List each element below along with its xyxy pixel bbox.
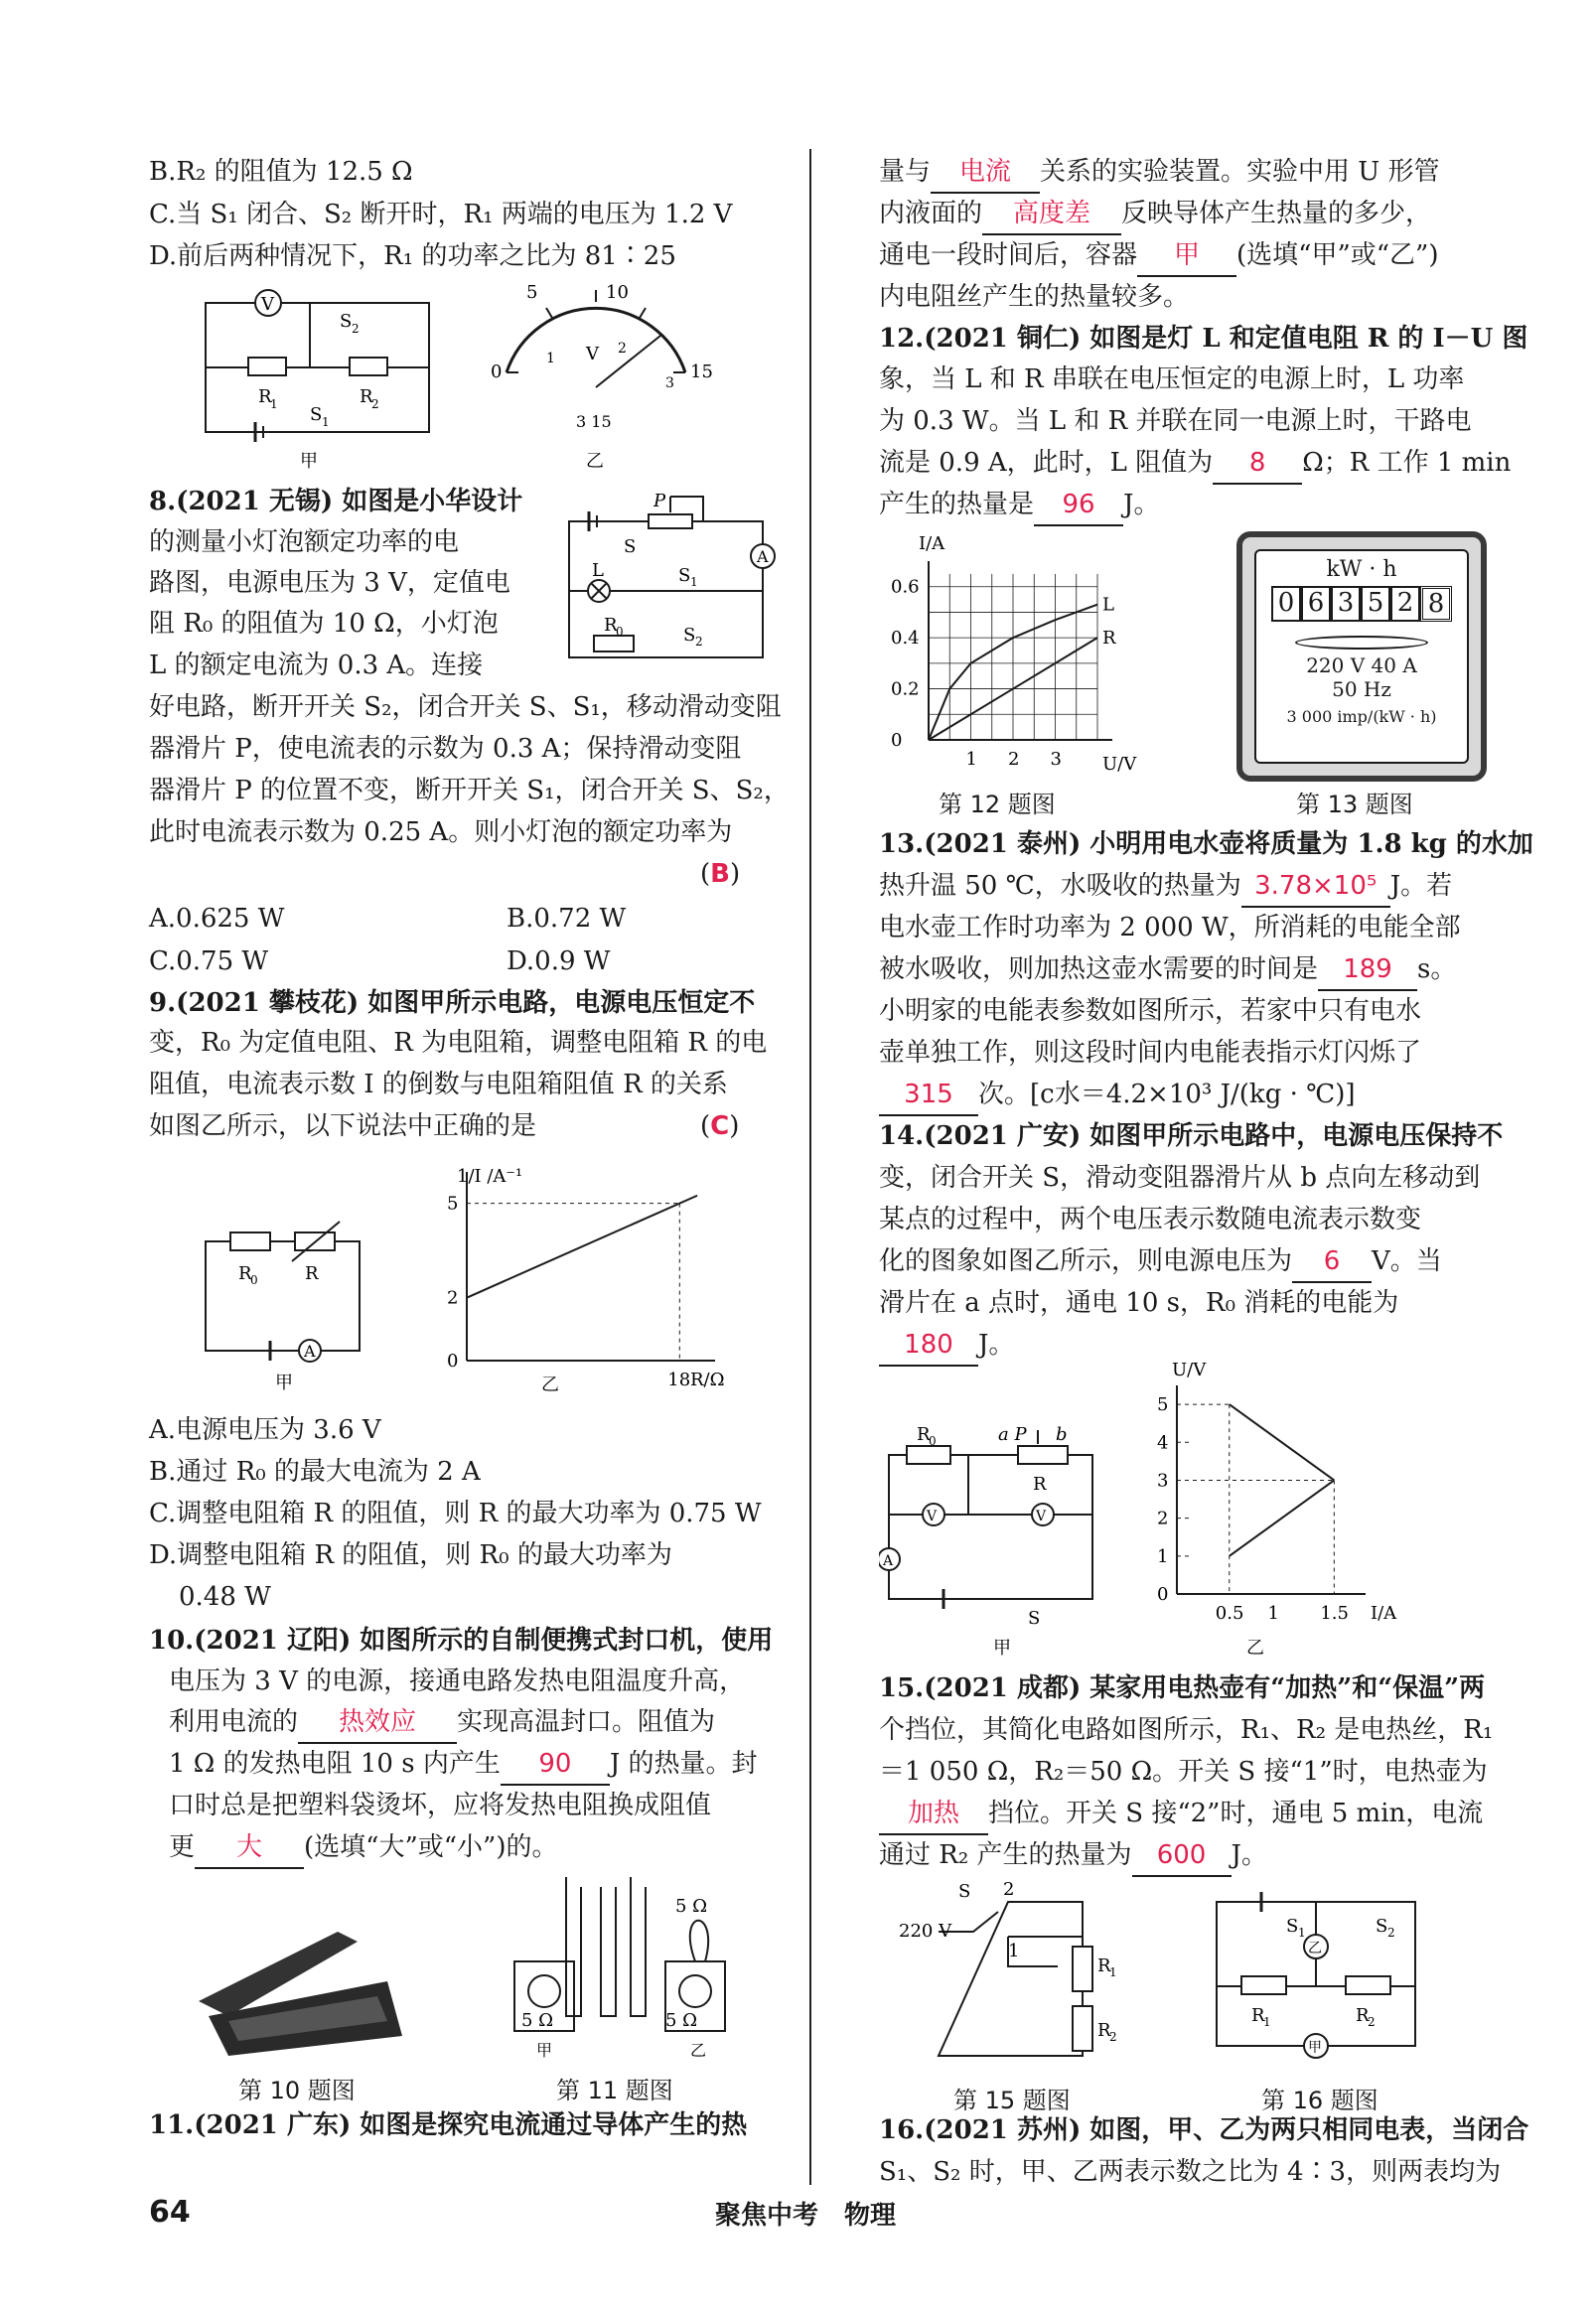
- q13-line-7: 315 次。[c水＝4.2×10³ J/(kg · ℃)]: [879, 1075, 1356, 1116]
- svg-text:S: S: [1286, 1916, 1299, 1937]
- svg-text:1: 1: [1298, 1926, 1306, 1940]
- q9-series-line: [467, 1196, 697, 1298]
- q14-y-tick: 4: [1157, 1432, 1169, 1454]
- svg-text:S: S: [1376, 1916, 1388, 1937]
- q8-line-4: 阻 R₀ 的阻值为 10 Ω，小灯泡: [149, 609, 499, 639]
- meter-small-tick-2: 2: [618, 341, 627, 357]
- q14-line-5: 滑片在 a 点时，通电 10 s，R₀ 消耗的电能为: [879, 1288, 1399, 1318]
- q8-option-d: D.0.9 W: [507, 946, 611, 976]
- page-number: 64: [149, 2195, 191, 2230]
- meter-digit: 6: [1301, 586, 1331, 622]
- svg-text:R: R: [1033, 1474, 1047, 1495]
- q14-line-2: 变，闭合开关 S，滑动变阻器滑片从 b 点向左移动到: [879, 1163, 1481, 1193]
- q10-line-4: 1 Ω 的发热电阻 10 s 内产生 90 J 的热量。封: [169, 1744, 758, 1786]
- q12-x-tick: 1: [965, 749, 977, 770]
- meter-digits: [1256, 586, 1467, 622]
- q16-circuit-diagram: [1207, 1877, 1435, 2076]
- svg-text:R: R: [360, 386, 373, 407]
- q8-line-8: 器滑片 P 的位置不变，断开开关 S₁，闭合开关 S、S₂，: [149, 776, 790, 805]
- q14-uv-graph: [1127, 1356, 1425, 1664]
- q14-y-tick: 1: [1157, 1545, 1169, 1567]
- svg-text:R: R: [238, 1263, 252, 1284]
- q12-line-2: 象，当 L 和 R 串联在电压恒定的电源上时，L 功率: [879, 364, 1465, 394]
- q16-line-2: S₁、S₂ 时，甲、乙两表示数之比为 4∶3，则两表均为: [879, 2157, 1502, 2187]
- q11-yi: 乙: [690, 2041, 707, 2060]
- meter-spec-3: 3 000 imp/(kW · h): [1286, 707, 1437, 726]
- svg-text:a P: a P: [998, 1424, 1027, 1445]
- meter-symbol: V: [586, 344, 599, 364]
- q12-line-3: 为 0.3 W。当 L 和 R 并联在同一电源上时，干路电: [879, 406, 1472, 436]
- svg-text:L: L: [592, 560, 604, 581]
- q12-line-1: 12.(2021 铜仁) 如图是灯 L 和定值电阻 R 的 I－U 图: [879, 324, 1528, 354]
- q14-x-tick: 1: [1267, 1603, 1280, 1624]
- q11-res-left: 5 Ω: [521, 2010, 554, 2031]
- q10-line-3: 利用电流的 热效应 实现高温封口。阻值为: [169, 1702, 715, 1744]
- q9-graph: [417, 1142, 755, 1400]
- svg-text:R: R: [258, 386, 272, 407]
- q15-circuit-diagram: [899, 1877, 1127, 2076]
- q14-line-1: 14.(2021 广安) 如图甲所示电路中，电源电压保持不: [879, 1121, 1504, 1151]
- q11-apparatus-diagram: [507, 1867, 765, 2066]
- q12-x-tick: 3: [1050, 749, 1062, 770]
- svg-text:1: 1: [1008, 1941, 1020, 1961]
- svg-text:S: S: [958, 1881, 971, 1902]
- q12-y-tick: 0: [891, 730, 903, 751]
- svg-text:R: R: [1356, 2005, 1370, 2026]
- q9-y-tick-2: 2: [447, 1287, 459, 1309]
- q14-line-4: 化的图象如图乙所示，则电源电压为 6 V。当: [879, 1241, 1442, 1283]
- meter-tick-5: 5: [526, 282, 538, 303]
- q9-line-1: 9.(2021 攀枝花) 如图甲所示电路，电源电压恒定不: [149, 988, 756, 1018]
- svg-text:R: R: [1097, 2020, 1111, 2041]
- q7-fig-label-left: 甲: [300, 451, 318, 472]
- q12-y-tick: 0.4: [891, 628, 920, 650]
- q10-caption: 第 10 题图: [238, 2077, 356, 2104]
- svg-text:V: V: [261, 294, 274, 315]
- q14-fig-label-left: 甲: [993, 1638, 1011, 1659]
- q15-line-3: ＝1 050 Ω，R₂＝50 Ω。开关 S 接“1”时，电热壶为: [879, 1757, 1488, 1787]
- q9-y-tick-5: 5: [447, 1193, 459, 1215]
- q8-answer: (B): [700, 859, 741, 889]
- q14-series-v1: [1230, 1480, 1335, 1555]
- q9-y-label: 1/I /A⁻¹: [457, 1166, 523, 1187]
- q15-line-2: 个挡位，其简化电路如图所示，R₁、R₂ 是电热丝，R₁: [879, 1715, 1494, 1745]
- q12-y-label: I/A: [919, 533, 945, 554]
- svg-text:2: 2: [1387, 1926, 1395, 1940]
- svg-text:R: R: [305, 1263, 319, 1284]
- svg-text:b: b: [1056, 1424, 1068, 1445]
- q14-x-tick: 0.5: [1215, 1603, 1244, 1624]
- meter-digit: 5: [1361, 586, 1390, 622]
- q14-x-tick: 1.5: [1320, 1603, 1349, 1624]
- svg-text:0: 0: [929, 1434, 937, 1448]
- q13-line-5: 小明家的电能表参数如图所示，若家中只有电水: [879, 996, 1422, 1026]
- q12-curve-l-label: L: [1102, 594, 1114, 616]
- svg-text:2: 2: [695, 635, 703, 649]
- q10-line-2: 电压为 3 V 的电源，接通电路发热电阻温度升高，: [169, 1666, 746, 1696]
- q12-line-4: 流是 0.9 A，此时，L 阻值为 8 Ω；R 工作 1 min: [879, 443, 1511, 485]
- q13-energy-meter: [1236, 531, 1487, 782]
- svg-text:1: 1: [270, 397, 278, 411]
- q14-y-tick: 5: [1157, 1394, 1169, 1416]
- q9-option-a: A.电源电压为 3.6 V: [149, 1415, 381, 1445]
- svg-text:1: 1: [690, 575, 698, 589]
- q14-line-3: 某点的过程中，两个电压表示数随电流表示数变: [879, 1205, 1422, 1234]
- q13-line-6: 壶单独工作，则这段时间内电能表指示灯闪烁了: [879, 1038, 1422, 1068]
- svg-text:甲: 甲: [1308, 2040, 1322, 2056]
- svg-text:S: S: [340, 311, 353, 332]
- q7-option-c: C.当 S₁ 闭合、S₂ 断开时，R₁ 两端的电压为 1.2 V: [149, 200, 733, 229]
- svg-text:A: A: [883, 1553, 894, 1569]
- meter-tick-10: 10: [606, 282, 629, 303]
- svg-text:V: V: [927, 1509, 938, 1524]
- q8-option-b: B.0.72 W: [507, 904, 627, 934]
- q10-line-1: 10.(2021 辽阳) 如图所示的自制便携式封口机，使用: [149, 1626, 774, 1656]
- q12-caption: 第 12 题图: [939, 791, 1056, 818]
- svg-text:0: 0: [250, 1273, 258, 1287]
- meter-digit: 0: [1271, 586, 1301, 622]
- q11-line-1: 11.(2021 广东) 如图是探究电流通过导体产生的热: [149, 2110, 748, 2140]
- q9-x-tick-18: 18: [667, 1370, 691, 1390]
- svg-text:2: 2: [371, 397, 379, 411]
- q9-line-2: 变，R₀ 为定值电阻、R 为电阻箱，调整电阻箱 R 的电: [149, 1028, 768, 1058]
- q12-x-tick: 2: [1008, 749, 1020, 770]
- q13-caption: 第 13 题图: [1296, 791, 1413, 818]
- q9-fig-label-right: 乙: [541, 1375, 559, 1395]
- q16-caption: 第 16 题图: [1261, 2087, 1378, 2114]
- q14-y-label: U/V: [1172, 1360, 1207, 1380]
- q11-res-right: 5 Ω: [665, 2010, 698, 2031]
- svg-text:1: 1: [322, 415, 330, 429]
- q8-circuit-diagram: [554, 487, 783, 670]
- meter-digit: 2: [1390, 586, 1420, 622]
- meter-disc: [1295, 636, 1428, 650]
- q12-line-5: 产生的热量是 96 J。: [879, 485, 1159, 526]
- q12-line-r-label: R: [1102, 628, 1116, 650]
- meter-terminals: 3 15: [576, 412, 612, 431]
- meter-digit: 8: [1420, 586, 1452, 622]
- meter-tick-15: 15: [690, 362, 713, 382]
- q13-line-3: 电水壶工作时功率为 2 000 W，所消耗的电能全部: [879, 913, 1461, 942]
- q9-line-4: 如图乙所示，以下说法中正确的是: [149, 1111, 537, 1141]
- q9-option-d: D.调整电阻箱 R 的阻值，则 R₀ 的最大功率为: [149, 1540, 672, 1570]
- q9-option-c: C.调整电阻箱 R 的阻值，则 R 的最大功率为 0.75 W: [149, 1499, 762, 1528]
- q14-y-tick: 0: [1157, 1584, 1169, 1605]
- q12-x-label: U/V: [1102, 754, 1137, 775]
- svg-text:S: S: [678, 565, 691, 586]
- q10-line-6: 更 大 (选填“大”或“小”)的。: [169, 1827, 557, 1869]
- q9-option-b: B.通过 R₀ 的最大电流为 2 A: [149, 1457, 481, 1487]
- q14-x-label: I/A: [1371, 1603, 1397, 1624]
- svg-text:A: A: [757, 547, 769, 566]
- q11-line-4: 通电一段时间后，容器 甲 (选填“甲”或“乙”): [879, 235, 1438, 277]
- q8-line-5: L 的额定电流为 0.3 A。连接: [149, 651, 484, 680]
- q14-y-tick: 3: [1157, 1470, 1169, 1492]
- q11-line-3: 内液面的 高度差 反映导体产生热量的多少，: [879, 194, 1431, 235]
- q12-y-tick: 0.6: [891, 576, 920, 598]
- q9-answer: (C): [700, 1111, 740, 1141]
- q8-line-7: 器滑片 P，使电流表的示数为 0.3 A；保持滑动变阻: [149, 734, 742, 764]
- q15-voltage: 220 V: [899, 1921, 952, 1942]
- svg-text:R: R: [1097, 1955, 1111, 1976]
- q11-caption: 第 11 题图: [556, 2077, 673, 2104]
- svg-text:S: S: [310, 404, 323, 425]
- q9-option-d-cont: 0.48 W: [179, 1582, 271, 1612]
- q7-voltmeter-dial: [487, 278, 715, 472]
- q9-x-label: R/Ω: [690, 1370, 725, 1390]
- q13-line-4: 被水吸收，则加热这壶水需要的时间是 189 s。: [879, 949, 1456, 991]
- q11-jia: 甲: [536, 2041, 553, 2060]
- q9-circuit-diagram: [201, 1212, 369, 1395]
- svg-text:2: 2: [1003, 1879, 1015, 1900]
- svg-text:A: A: [304, 1342, 316, 1361]
- svg-text:0: 0: [616, 625, 624, 639]
- q12-iu-graph: [879, 531, 1137, 780]
- q14-series-v2: [1230, 1404, 1335, 1480]
- svg-text:2: 2: [352, 322, 360, 336]
- q14-circuit-diagram: [879, 1410, 1107, 1659]
- q8-line-6: 好电路，断开开关 S₂，闭合开关 S、S₁，移动滑动变阻: [149, 692, 782, 722]
- meter-digit: 3: [1331, 586, 1361, 622]
- svg-text:S: S: [624, 536, 637, 557]
- svg-text:1: 1: [1263, 2015, 1271, 2029]
- q8-option-c: C.0.75 W: [149, 946, 269, 976]
- q8-line-3: 路图，电源电压为 3 V，定值电: [149, 568, 510, 598]
- q8-line-1: 8.(2021 无锡) 如图是小华设计: [149, 487, 523, 516]
- q7-fig-label-right: 乙: [586, 451, 604, 472]
- svg-text:R: R: [604, 615, 618, 636]
- q15-line-5: 通过 R₂ 产生的热量为 600 J。: [879, 1835, 1267, 1877]
- q8-option-a: A.0.625 W: [149, 904, 285, 934]
- q8-line-2: 的测量小灯泡额定功率的电: [149, 527, 460, 557]
- q15-caption: 第 15 题图: [953, 2087, 1071, 2114]
- svg-text:乙: 乙: [1308, 1941, 1322, 1956]
- svg-text:V: V: [1036, 1509, 1047, 1524]
- svg-text:1: 1: [1109, 1965, 1117, 1979]
- q11-line-2: 量与 电流 关系的实验装置。实验中用 U 形管: [879, 152, 1439, 194]
- q7-option-b: B.R₂ 的阻值为 12.5 Ω: [149, 157, 413, 187]
- q8-line-9: 此时电流表示数为 0.25 A。则小灯泡的额定功率为: [149, 817, 733, 847]
- q11-line-5: 内电阻丝产生的热量较多。: [879, 282, 1190, 312]
- q15-line-1: 15.(2021 成都) 某家用电热壶有“加热”和“保温”两: [879, 1673, 1486, 1703]
- q9-fig-label-left: 甲: [275, 1373, 293, 1393]
- meter-spec-1: 220 V 40 A: [1306, 653, 1417, 677]
- q15-line-4: 加热 挡位。开关 S 接“2”时，通电 5 min，电流: [879, 1794, 1483, 1835]
- q13-line-2: 热升温 50 ℃，水吸收的热量为 3.78×10⁵ J。若: [879, 866, 1452, 908]
- meter-unit: kW · h: [1326, 557, 1397, 582]
- meter-tick-0: 0: [491, 362, 503, 382]
- svg-text:S: S: [683, 625, 696, 646]
- q14-line-6: 180 J。: [879, 1325, 1014, 1367]
- q9-y-tick-0: 0: [447, 1351, 459, 1372]
- q14-y-tick: 2: [1157, 1508, 1169, 1529]
- meter-small-tick-1: 1: [546, 351, 555, 366]
- q7-option-d: D.前后两种情况下，R₁ 的功率之比为 81∶25: [149, 241, 676, 271]
- svg-text:R: R: [917, 1424, 931, 1445]
- footer-title: 聚焦中考 物理: [715, 2201, 897, 2231]
- q11-res-top: 5 Ω: [675, 1896, 708, 1917]
- svg-text:2: 2: [1368, 2015, 1376, 2029]
- q7-circuit-diagram: [201, 283, 449, 472]
- q12-y-tick: 0.2: [891, 678, 920, 700]
- meter-small-tick-3: 3: [665, 375, 674, 391]
- q9-line-3: 阻值，电流表示数 I 的倒数与电阻箱阻值 R 的关系: [149, 1070, 728, 1099]
- svg-text:R: R: [1251, 2005, 1265, 2026]
- q16-line-1: 16.(2021 苏州) 如图，甲、乙为两只相同电表，当闭合: [879, 2115, 1529, 2145]
- svg-text:P: P: [653, 491, 666, 511]
- svg-text:S: S: [1028, 1608, 1041, 1629]
- q10-sealer-photo: [189, 1922, 407, 2061]
- q10-line-5: 口时总是把塑料袋烫坏，应将发热电阻换成阻值: [169, 1791, 712, 1820]
- q13-line-1: 13.(2021 泰州) 小明用电水壶将质量为 1.8 kg 的水加: [879, 829, 1533, 859]
- meter-spec-2: 50 Hz: [1332, 677, 1391, 701]
- q14-fig-label-right: 乙: [1246, 1638, 1264, 1659]
- column-divider: [809, 149, 811, 2185]
- svg-text:2: 2: [1109, 2030, 1117, 2044]
